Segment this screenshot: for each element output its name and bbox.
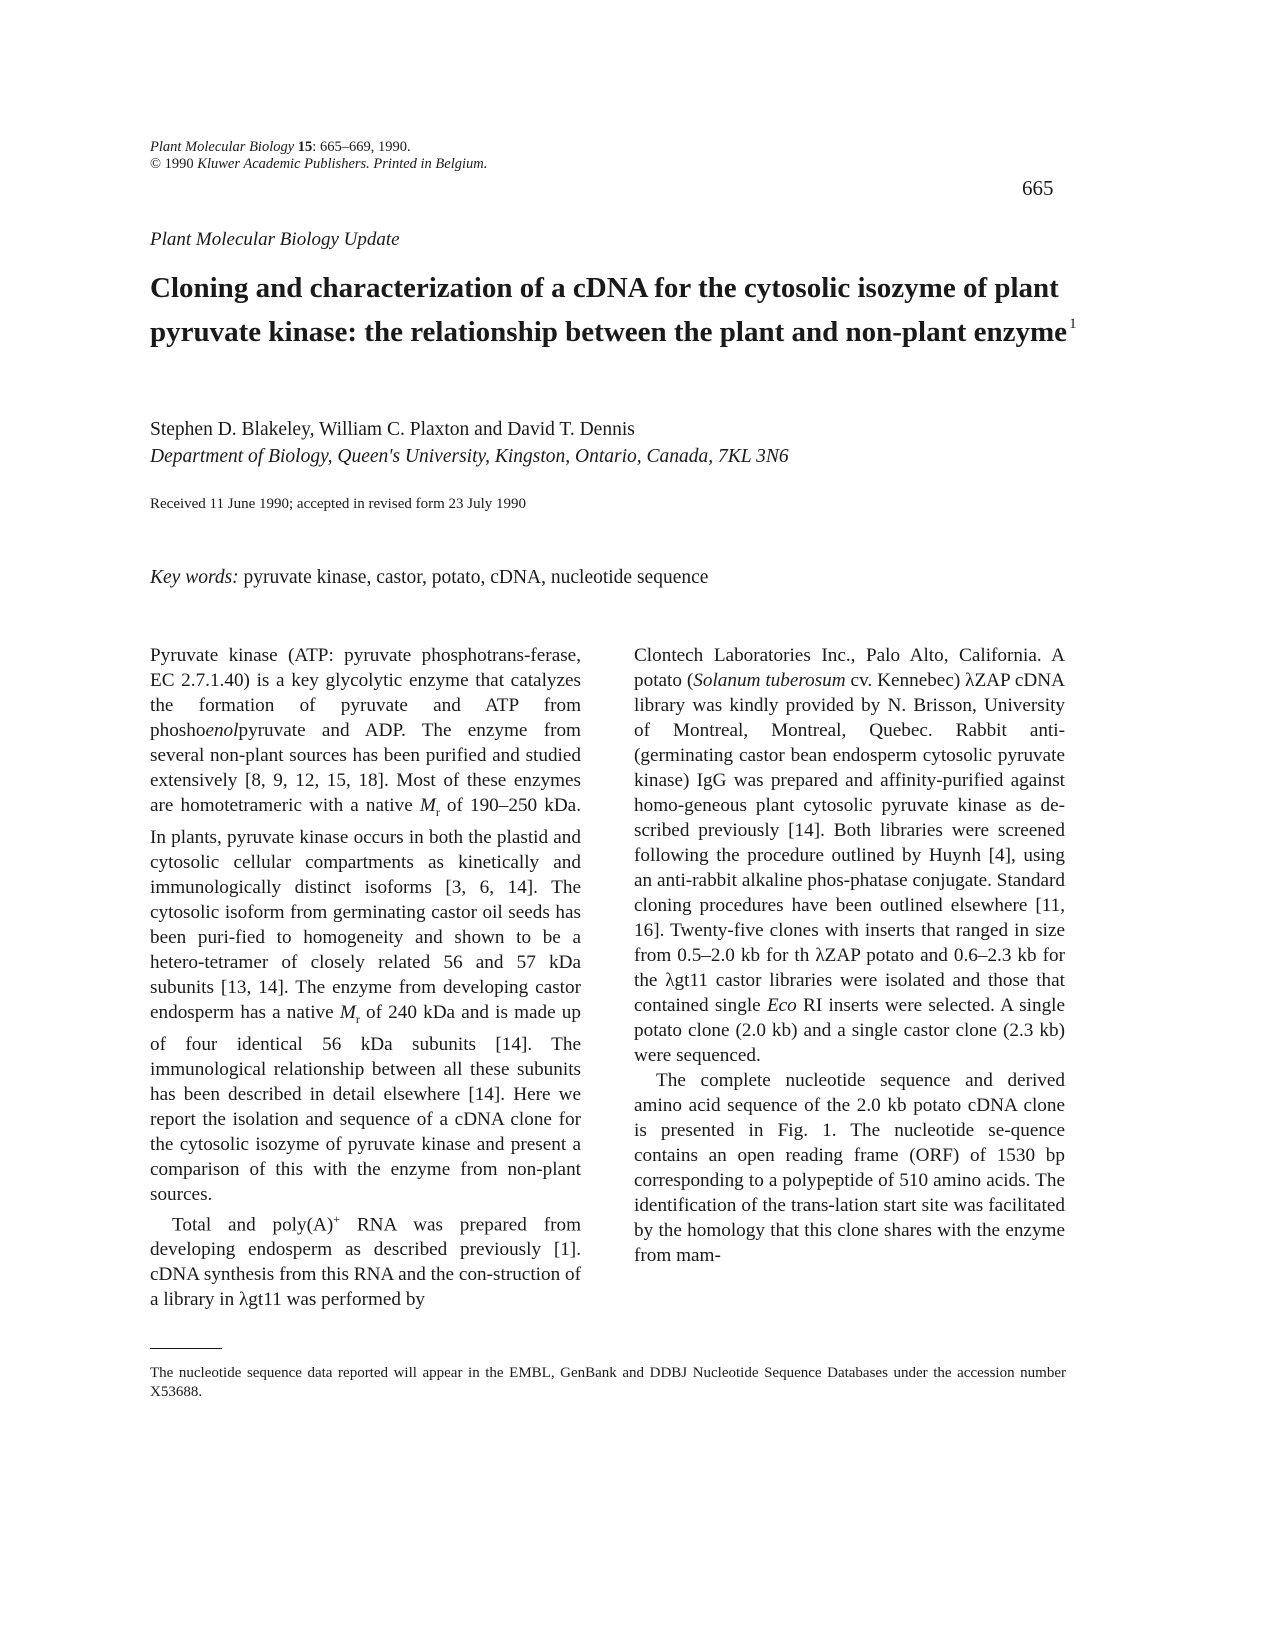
text-run: pyruvate and ADP. The enzyme from several non-plant sources has been purified and studied extensively [8, 9, 12, 15, 18]. Most of these enzymes are homotetrameric with a native (150, 720, 581, 816)
paragraph (634, 643, 1065, 1068)
italic-run: M (419, 795, 436, 816)
footnote: The nucleotide sequence data reported will appear in the EMBL, GenBank and DDBJ Nucleotide Sequence Databases under the accession number X53688. (150, 1365, 1066, 1400)
subscript: r (355, 1011, 360, 1026)
paragraph: The complete nucleotide sequence and derived amino acid sequence of the 2.0 kb potato cDNA clone is presented in Fig. 1. The nucleotide se-quence contains an open reading frame (ORF) of 1530 bp corresponding to a polypeptide of 510 amino acids. The identification of the trans-lation start site was facilitated by the homology that this clone shares with the enzyme from mam- (634, 1070, 1065, 1266)
text-run: of 190–250 kDa. In plants, pyruvate kinase occurs in both the plastid and cytosolic cellular compartments as kinetically and immunologically distinct isoforms [3, 6, 14]. The cytosolic isoform from germinating castor oil seeds has been puri-fied to homogeneity and shown to be a hetero-tetramer of closely related 56 and 57 kDa subunits [13, 14]. The enzyme from developing castor endosperm has a native (150, 795, 581, 1023)
body-column-left (150, 643, 581, 1312)
italic-run: Solanum tuberosum (693, 670, 846, 691)
text-run: cv. Kennebec) λZAP cDNA library was kindly provided by N. Brisson, University of Montreal, Montreal, Quebec. Rabbit anti-(germinating castor bean endosperm cytosolic pyruvate kinase) IgG was prepared and affinity-purified against homo-geneous plant cytosolic pyruvate kinase as de-scribed previously [14]. Both libraries were screened following the procedure outlined by Huynh [4], using an anti-rabbit alkaline phos-phatase conjugate. Standard cloning procedures have been outlined elsewhere [11, 16]. Twenty-five clones with inserts that ranged in size from 0.5–2.0 kb for th λZAP potato and 0.6–2.3 kb for the λgt11 castor libraries were isolated and those that contained single (634, 670, 1065, 1016)
copyright-symbol: © (150, 156, 162, 172)
article-title (150, 270, 1110, 350)
received-date: Received 11 June 1990; accepted in revised form 23 July 1990 (150, 496, 527, 512)
text-run: RI inserts were selected. A single potato clone (2.0 kb) and a single castor clone (2.3 kb) were sequenced. (634, 995, 1066, 1066)
journal-pages: : 665–669, 1990. (312, 139, 411, 155)
affiliation: Department of Biology, Queen's University, Kingston, Ontario, Canada, 7KL 3N6 (150, 446, 789, 467)
copyright-year: 1990 (164, 156, 194, 172)
publisher: Kluwer Academic Publishers. Printed in Belgium. (197, 156, 488, 172)
journal-volume: 15 (297, 139, 313, 155)
superscript: + (333, 1211, 341, 1226)
keywords (150, 567, 708, 589)
title-footnote-mark: 1 (1069, 316, 1077, 332)
citation-line-2 (150, 156, 487, 173)
paragraph (150, 643, 581, 1207)
text-run: Total and poly(A) (172, 1214, 334, 1236)
page-number: 665 (1022, 176, 1054, 200)
citation-line-1 (150, 139, 487, 156)
italic-run: enol (205, 720, 239, 741)
keywords-label: Key words: (150, 567, 239, 588)
section-label: Plant Molecular Biology Update (150, 229, 400, 250)
text-run: RNA was prepared from developing endosperm as described previously [1]. cDNA synthesis from this RNA and the con-struction of a library in λgt11 was performed by (150, 1214, 582, 1311)
italic-run: M (339, 1001, 356, 1023)
journal-name: Plant Molecular Biology (150, 139, 295, 155)
text-run: Pyruvate kinase (ATP: pyruvate phosphotrans-ferase, EC 2.7.1.40) is a key glycolytic enzyme that catalyzes the formation of pyruvate and ATP from phosho (150, 645, 581, 741)
title-text: Cloning and characterization of a cDNA for the cytosolic isozyme of plant pyruvate kinase: the relationship between the plant and non-plant enzyme (150, 272, 1068, 348)
journal-citation (150, 139, 487, 173)
authors: Stephen D. Blakeley, William C. Plaxton and David T. Dennis (150, 419, 635, 440)
italic-run: Eco (766, 995, 797, 1016)
text-run: of 240 kDa and is made up of four identical 56 kDa subunits [14]. The immunological relationship between all these subunits has been described in detail elsewhere [14]. Here we report the isolation and sequence of a cDNA clone for the cytosolic isozyme of pyruvate kinase and present a comparison of this with the enzyme from non-plant sources. (150, 1001, 581, 1205)
paragraph (150, 1207, 581, 1312)
footnote-divider (150, 1348, 222, 1349)
keywords-text: pyruvate kinase, castor, potato, cDNA, nucleotide sequence (243, 567, 709, 588)
subscript: r (435, 804, 440, 819)
body-column-right (634, 643, 1065, 1268)
text-run: Clontech Laboratories Inc., Palo Alto, California. A potato ( (634, 645, 1065, 691)
